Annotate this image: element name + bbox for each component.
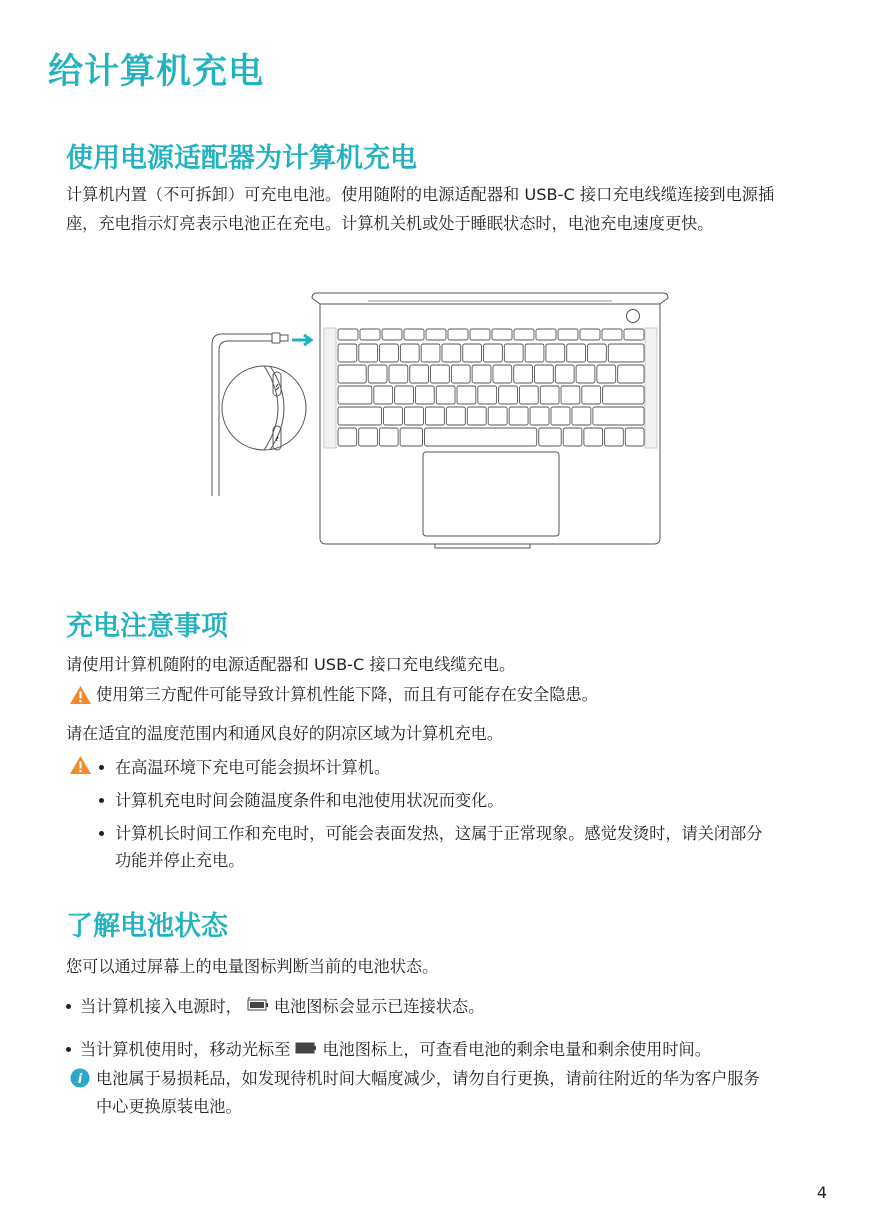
keyboard-key <box>478 386 497 404</box>
keyboard-key <box>558 329 578 340</box>
keyboard-key <box>426 329 446 340</box>
keyboard-key <box>457 386 476 404</box>
section1-paragraph-line1: 计算机内置（不可拆卸）可充电电池。使用随附的电源适配器和 USB-C 接口充电线缆连接到电源插 <box>66 185 775 204</box>
keyboard-key <box>338 407 382 425</box>
keyboard-key <box>588 344 607 362</box>
keyboard-key <box>359 344 378 362</box>
keyboard-key <box>338 329 358 340</box>
precaution-line2: 请在适宜的温度范围内和通风良好的阴凉区域为计算机充电。 <box>66 724 504 743</box>
keyboard-key <box>584 428 603 446</box>
keyboard-key <box>624 329 644 340</box>
svg-text:i: i <box>77 1072 83 1087</box>
keyboard-key <box>451 365 470 383</box>
keyboard-key <box>563 428 582 446</box>
warning-third-party-accessories: 使用第三方配件可能导致计算机性能下降，而且有可能存在安全隐患。 <box>96 685 598 704</box>
keyboard-key <box>540 386 559 404</box>
warning-icon <box>69 685 92 705</box>
keyboard-key <box>605 428 624 446</box>
keyboard-key <box>404 407 423 425</box>
battery-status-intro: 您可以通过屏幕上的电量图标判断当前的电池状态。 <box>66 957 439 976</box>
keyboard-key <box>539 428 561 446</box>
keyboard-key <box>338 365 366 383</box>
keyboard-key <box>625 428 644 446</box>
section-heading-charging-precautions: 充电注意事项 <box>66 611 228 642</box>
keyboard-key <box>368 365 387 383</box>
keyboard-key <box>400 428 422 446</box>
keyboard-key <box>436 386 455 404</box>
keyboard-key <box>580 329 600 340</box>
keyboard-key <box>338 386 372 404</box>
keyboard-key <box>530 407 549 425</box>
battery-bullet-hover <box>80 1035 840 1064</box>
keyboard-key <box>525 344 544 362</box>
keyboard-key <box>389 365 408 383</box>
keyboard-key <box>536 329 556 340</box>
keyboard-key <box>379 428 398 446</box>
keyboard-key <box>561 386 580 404</box>
info-note-icon <box>70 1068 90 1088</box>
keyboard-key <box>555 365 574 383</box>
keyboard-key <box>359 428 378 446</box>
keyboard-key <box>597 365 616 383</box>
section1-paragraph-line2: 座，充电指示灯亮表示电池正在充电。计算机关机或处于睡眠状态时，电池充电速度更快。 <box>66 214 714 233</box>
keyboard-key <box>472 365 491 383</box>
keyboard-key <box>382 329 402 340</box>
keyboard-key <box>608 344 644 362</box>
bullet-dot <box>99 765 104 770</box>
keyboard-key <box>404 329 424 340</box>
battery-bullet1-text-after: 电池图标会显示已连接状态。 <box>273 997 485 1016</box>
keyboard-key <box>380 344 399 362</box>
precaution-bullet-charge-time: 计算机充电时间会随温度条件和电池使用状况而变化。 <box>115 791 504 810</box>
keyboard-key <box>421 344 440 362</box>
keyboard-key <box>499 386 518 404</box>
page-title: 给计算机充电 <box>48 52 265 92</box>
keyboard-key <box>338 344 357 362</box>
keyboard-key <box>384 407 403 425</box>
keyboard-key <box>415 386 434 404</box>
precaution-bullet-heat-line2: 功能并停止充电。 <box>115 851 245 870</box>
precaution-bullet-high-temp: 在高温环境下充电可能会损坏计算机。 <box>115 758 391 777</box>
bullet-dot <box>66 1004 71 1009</box>
battery-bullet2-text-before: 当计算机使用时，移动光标至 <box>80 1040 291 1059</box>
keyboard-key <box>546 344 565 362</box>
keyboard-key <box>492 329 512 340</box>
keyboard-key <box>488 407 507 425</box>
keyboard-key <box>448 329 468 340</box>
keyboard-key <box>618 365 644 383</box>
keyboard-key <box>374 386 393 404</box>
precaution-line1: 请使用计算机随附的电源适配器和 USB-C 接口充电线缆充电。 <box>66 655 516 674</box>
keyboard-key <box>425 428 537 446</box>
keyboard-key <box>514 365 533 383</box>
keyboard-key <box>519 386 538 404</box>
keyboard-key <box>603 386 644 404</box>
keyboard-key <box>470 329 490 340</box>
laptop-charging-illustration <box>200 286 680 551</box>
warning-icon <box>69 755 92 775</box>
keyboard-key <box>593 407 644 425</box>
keyboard-key <box>338 428 357 446</box>
keyboard-key <box>360 329 380 340</box>
section-heading-battery-status: 了解电池状态 <box>66 911 228 942</box>
keyboard-key <box>395 386 414 404</box>
battery-icon <box>294 1040 318 1056</box>
battery-note-line2: 中心更换原装电池。 <box>96 1097 242 1116</box>
keyboard-key <box>602 329 622 340</box>
keyboard-key <box>582 386 601 404</box>
keyboard-key <box>425 407 444 425</box>
keyboard-key <box>572 407 591 425</box>
keyboard-key <box>431 365 450 383</box>
bullet-dot <box>99 798 104 803</box>
battery-note-line1: 电池属于易损耗品，如发现待机时间大幅度减少，请勿自行更换，请前往附近的华为客户服务 <box>96 1069 760 1088</box>
keyboard-key <box>400 344 419 362</box>
keyboard-key <box>463 344 482 362</box>
keyboard-key <box>493 365 512 383</box>
keyboard-key <box>504 344 523 362</box>
keyboard-key <box>567 344 586 362</box>
keyboard-key <box>446 407 465 425</box>
keyboard-key <box>484 344 503 362</box>
keyboard-key <box>509 407 528 425</box>
keyboard-key <box>467 407 486 425</box>
bullet-dot <box>99 831 104 836</box>
keyboard-key <box>410 365 429 383</box>
battery-charging-icon <box>246 997 270 1013</box>
section-heading-charging-with-adapter: 使用电源适配器为计算机充电 <box>66 143 417 174</box>
keyboard-key <box>535 365 554 383</box>
keyboard-key <box>551 407 570 425</box>
precaution-bullet-heat-line1: 计算机长时间工作和充电时，可能会表面发热，这属于正常现象。感觉发烫时，请关闭部分 <box>115 824 763 843</box>
keyboard-key <box>442 344 461 362</box>
keyboard-key <box>514 329 534 340</box>
battery-bullet1-text-before: 当计算机接入电源时， <box>80 997 242 1016</box>
bullet-dot <box>66 1047 71 1052</box>
battery-bullet-connected <box>80 992 830 1021</box>
keyboard-key <box>576 365 595 383</box>
battery-bullet2-text-after: 电池图标上，可查看电池的剩余电量和剩余使用时间。 <box>322 1040 711 1059</box>
page-number: 4 <box>816 1183 827 1202</box>
